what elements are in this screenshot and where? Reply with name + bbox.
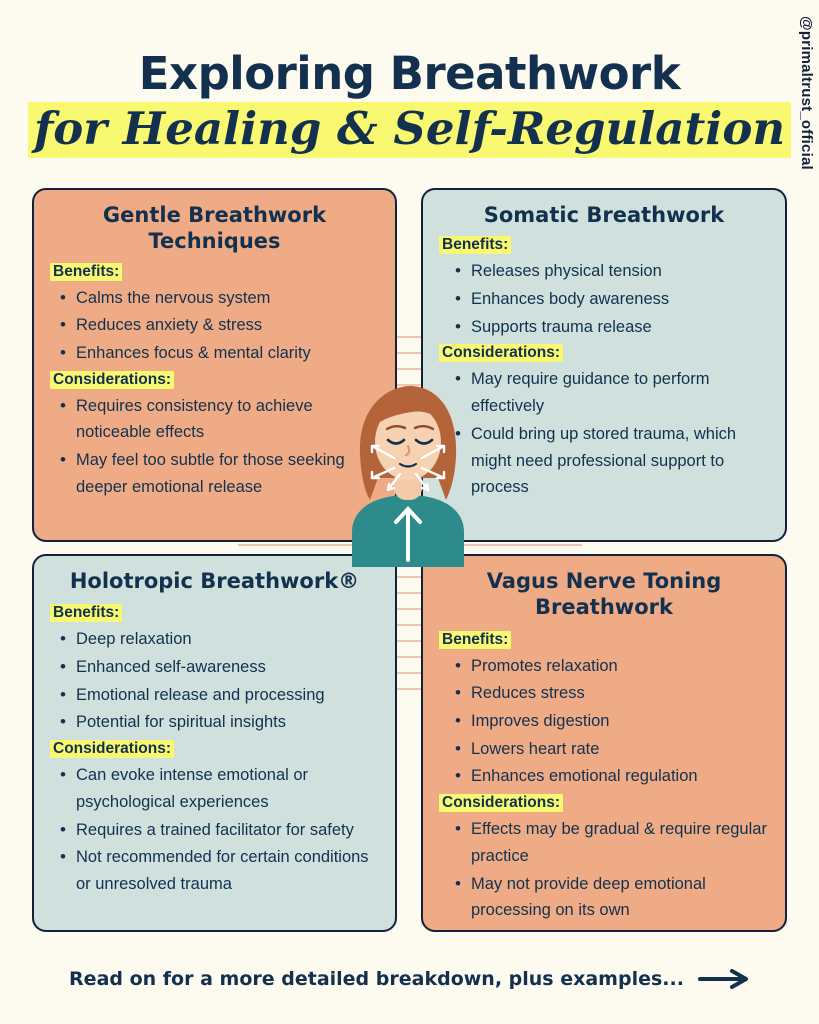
list-item: • Can evoke intense emotional or psychological experiences [56,762,379,815]
considerations-label: Considerations: [439,794,563,812]
list-item: • Releases physical tension [451,258,769,285]
list-item: • Deep relaxation [56,626,379,653]
benefits-list [50,626,379,736]
card-title: Somatic Breathwork [483,203,725,227]
title-line-1: Exploring Breathwork [138,47,681,100]
benefits-list [439,258,769,340]
card-vagus-nerve-toning-breathwork [421,554,787,932]
list-item: • Calms the nervous system [56,285,379,312]
considerations-list [50,762,379,898]
list-item: • Reduces anxiety & stress [56,312,379,339]
card-title: Holotropic Breathwork® [69,569,360,593]
list-item: • Requires a trained facilitator for safety [56,817,379,844]
list-item: • Not recommended for certain conditions or unresolved trauma [56,844,379,897]
footer-text: Read on for a more detailed breakdown, plus examples... [69,968,684,990]
list-item: • Potential for spiritual insights [56,709,379,736]
considerations-list [439,366,769,501]
benefits-label: Benefits: [439,631,511,649]
list-item: • Enhanced self-awareness [56,654,379,681]
list-item: • Reduces stress [451,680,769,707]
considerations-label: Considerations: [50,740,174,758]
list-item: • Emotional release and processing [56,682,379,709]
list-item: • Enhances focus & mental clarity [56,340,379,367]
list-item: • Promotes relaxation [451,653,769,680]
benefits-list [50,285,379,367]
benefits-label: Benefits: [439,236,511,254]
list-item: • Lowers heart rate [451,736,769,763]
title-line-2: for Healing & Self-Regulation [28,102,791,158]
list-item: • May not provide deep emotional processing on its own [451,871,769,924]
breathing-person-illustration [328,382,488,567]
card-title: Gentle Breathwork Techniques [102,203,327,254]
considerations-list [439,816,769,924]
list-item: • May require guidance to perform effectively [451,366,769,419]
benefits-list [439,653,769,791]
benefits-label: Benefits: [50,604,122,622]
list-item: • Enhances body awareness [451,286,769,313]
list-item: • Improves digestion [451,708,769,735]
account-handle: @primaltrust_official [798,16,815,170]
footer [0,968,819,990]
list-item: • Effects may be gradual & require regular practice [451,816,769,869]
card-title: Vagus Nerve Toning Breathwork [486,569,722,620]
considerations-label: Considerations: [50,371,174,389]
list-item: • Could bring up stored trauma, which might need professional support to process [451,421,769,501]
list-item: • May feel too subtle for those seeking deeper emotional release [56,447,379,500]
list-item: • Supports trauma release [451,314,769,341]
page-title [0,48,819,158]
card-holotropic-breathwork [32,554,397,932]
list-item: • Requires consistency to achieve noticeable effects [56,393,379,446]
arrow-right-icon [698,968,750,990]
list-item: • Enhances emotional regulation [451,763,769,790]
considerations-label: Considerations: [439,344,563,362]
benefits-label: Benefits: [50,263,122,281]
